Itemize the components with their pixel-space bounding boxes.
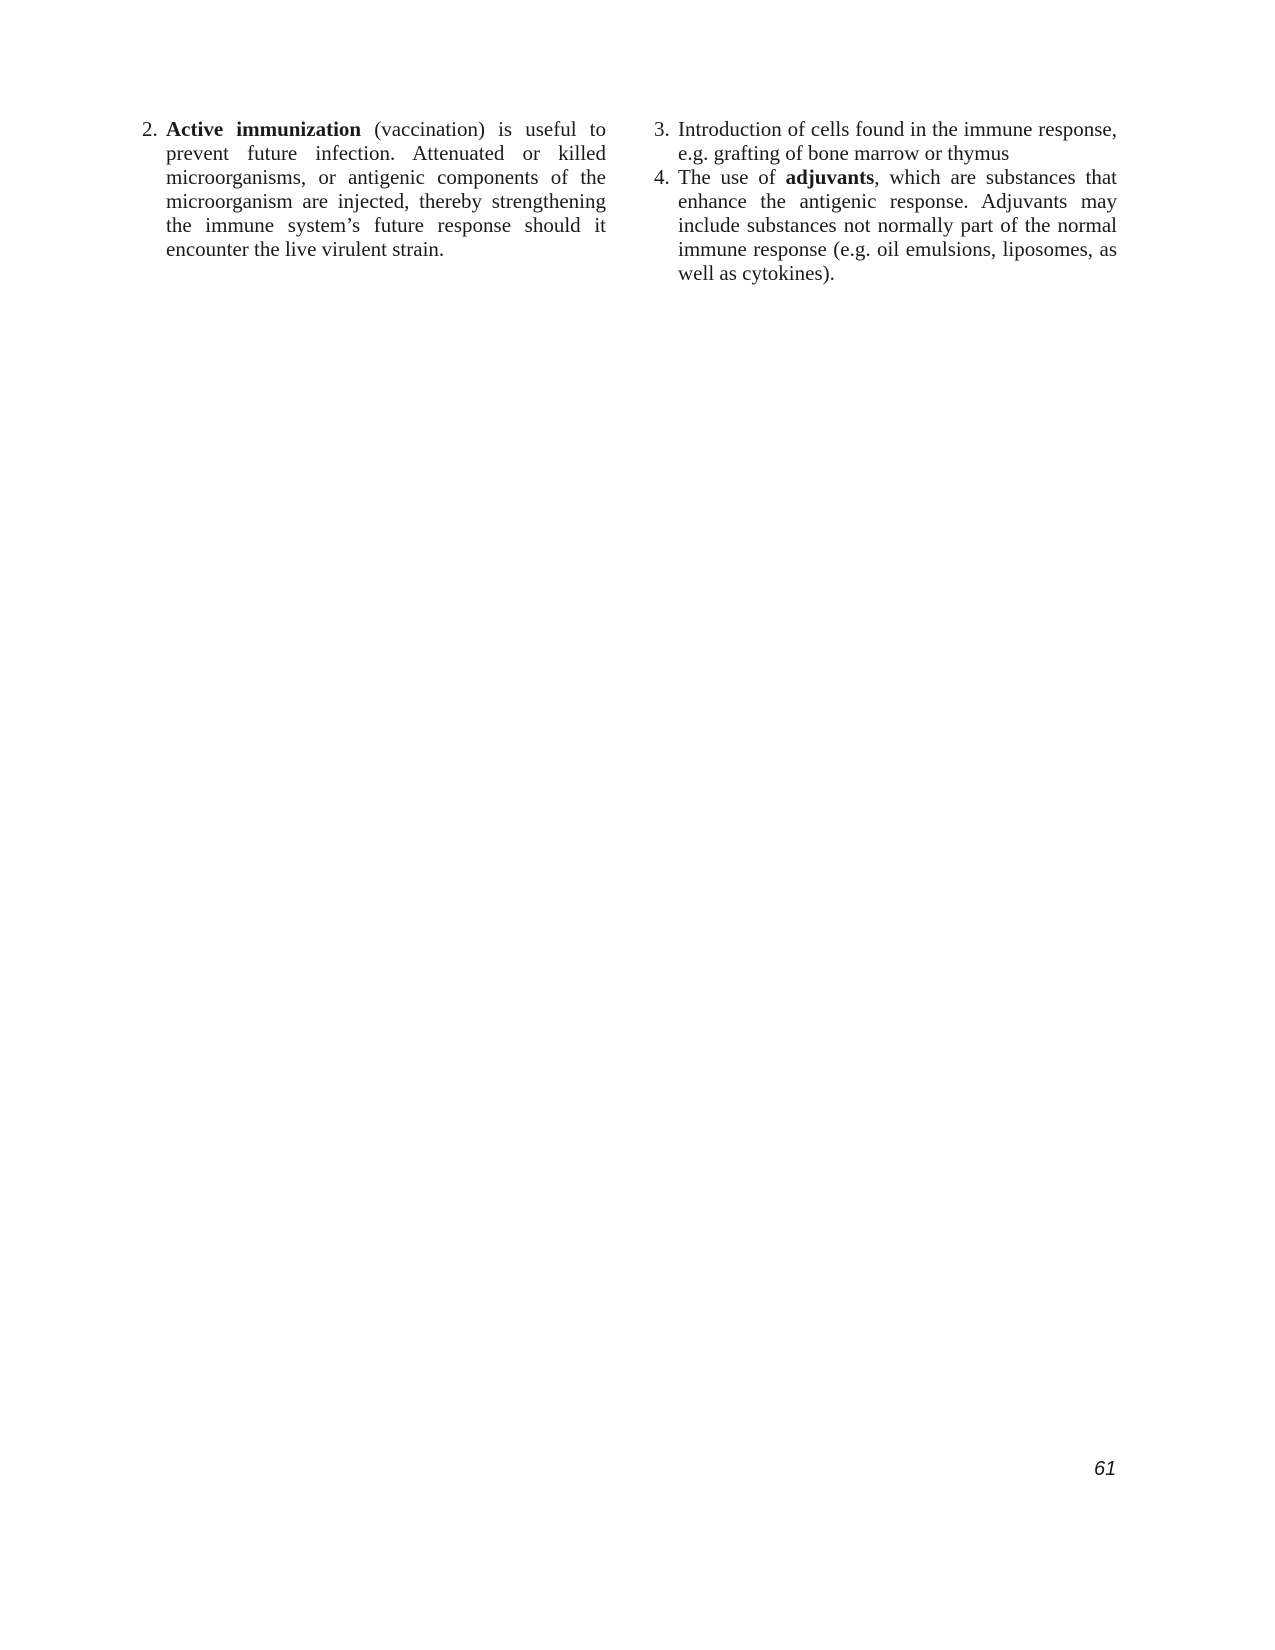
item-text: (vaccination) is useful to prevent future infection. Attenuated or killed microorganisms, or antigenic components of the microorganism are injected, thereby strengthening the immune system’s future response should it encounter the live virulent strain. (166, 117, 606, 261)
term-adjuvants: adjuvants (785, 165, 875, 189)
term-active-immunization: Active immunization (166, 117, 362, 141)
left-column (142, 117, 606, 261)
right-column (654, 117, 1117, 285)
item-text: Introduction of cells found in the immune response, e.g. grafting of bone marrow or thymus (678, 117, 1117, 165)
item-text-after: , which are substances that enhance the antigenic response. Adjuvants may include substances not normally part of the normal immune response (e.g. oil emulsions, liposomes, as well as cytokines). (678, 165, 1117, 285)
list-item-3 (654, 117, 1117, 165)
item-number: 3. (654, 117, 670, 141)
item-text-before: The use of (678, 165, 786, 189)
list-item-4 (654, 165, 1117, 285)
item-number: 4. (654, 165, 670, 189)
list-item-2 (142, 117, 606, 261)
page-number: 61 (1094, 1458, 1117, 1480)
item-number: 2. (142, 117, 158, 141)
